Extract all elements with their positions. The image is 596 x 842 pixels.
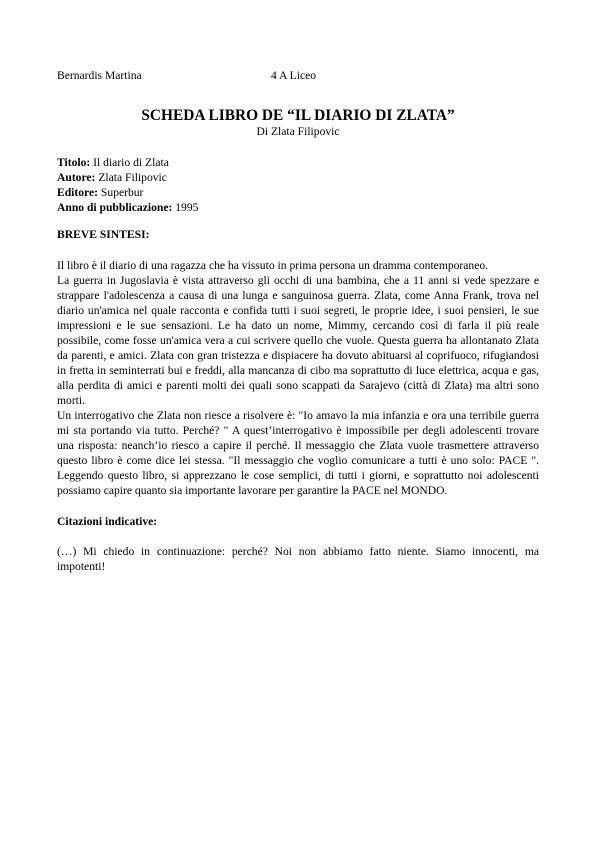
document-subtitle: Di Zlata Filipovic bbox=[256, 125, 340, 138]
info-autore bbox=[57, 170, 539, 185]
summary-text bbox=[57, 258, 539, 498]
info-editore-label: Editore: bbox=[57, 186, 99, 199]
info-anno bbox=[57, 200, 539, 215]
document-title: SCHEDA LIBRO DE “IL DIARIO DI ZLATA” bbox=[141, 107, 455, 124]
summary-paragraph: Un interrogativo che Zlata non riesce a risolvere è: "Io amavo la mia infanzia e ora una terribile guerra mi sta portando via tutto. Perché? " A quest’interrogativo è impossibile per degli adolescenti trovare una risposta: neanch’io riesco a capire il perché. Il messaggio che Zlata vuole trasmettere attraverso questo libro è come dice lei stessa. "Il messaggio che voglio comunicare a tutti è uno solo: PACE ". Leggendo questo libro, si apprezzano le cose semplici, di tutti i giorni, e soprattutto noi adolescenti possiamo capire quanto sia importante lavorare per garantire la PACE nel MONDO. bbox=[57, 409, 539, 497]
summary-paragraph: La guerra in Jugoslavia è vista attraverso gli occhi di una bambina, che a 11 anni si vede spezzare e strappare l'adolescenza a causa di una lunga e sanguinosa guerra. Zlata, come Anna Frank, trova nel diario un'amica nel quale racconta e confida tutti i suoi segreti, le proprie idee, i suoi pensieri, le sue impressioni e le sue sensazioni. Le ha dato un nome, Mimmy, cercando così di farla il più reale possibile, come fosse un'amica vera a cui scrivere quello che vuole. Questa guerra ha allontanato Zlata da parenti, e amici. Zlata con gran tristezza e dispiacere ha dovuto abituarsi al coprifuoco, rifugiandosi in fretta in seminterrati bui e freddi, alla mancanza di cibo ma soprattutto di luce elettrica, acqua e gas, alla perdita di amici e parenti molti dei quali sono scappati da Sarajevo (città di Zlata) ma altri sono morti. bbox=[57, 274, 539, 407]
summary-heading: BREVE SINTESI: bbox=[57, 228, 150, 241]
info-titolo-value: Il diario di Zlata bbox=[90, 156, 169, 169]
info-autore-label: Autore: bbox=[57, 171, 96, 184]
document-page bbox=[57, 68, 539, 574]
book-info bbox=[57, 155, 539, 215]
summary-paragraph: Il libro è il diario di una ragazza che ha vissuto in prima persona un dramma contemporaneo. bbox=[57, 259, 489, 272]
info-autore-value: Zlata Filipovic bbox=[95, 171, 167, 184]
header-line bbox=[57, 68, 539, 83]
quotes-heading: Citazioni indicative: bbox=[57, 515, 158, 528]
student-name: Bernardis Martina bbox=[57, 69, 142, 82]
info-anno-label: Anno di pubblicazione: bbox=[57, 201, 173, 214]
info-titolo bbox=[57, 155, 539, 170]
quote-text: (…) Mi chiedo in continuazione: perché? Noi non abbiamo fatto niente. Siamo innocenti, ma impotenti! bbox=[57, 545, 539, 573]
info-anno-value: 1995 bbox=[172, 201, 199, 214]
info-titolo-label: Titolo: bbox=[57, 156, 91, 169]
info-editore bbox=[57, 185, 539, 200]
student-class: 4 A Liceo bbox=[271, 69, 317, 82]
info-editore-value: Superbur bbox=[98, 186, 144, 199]
